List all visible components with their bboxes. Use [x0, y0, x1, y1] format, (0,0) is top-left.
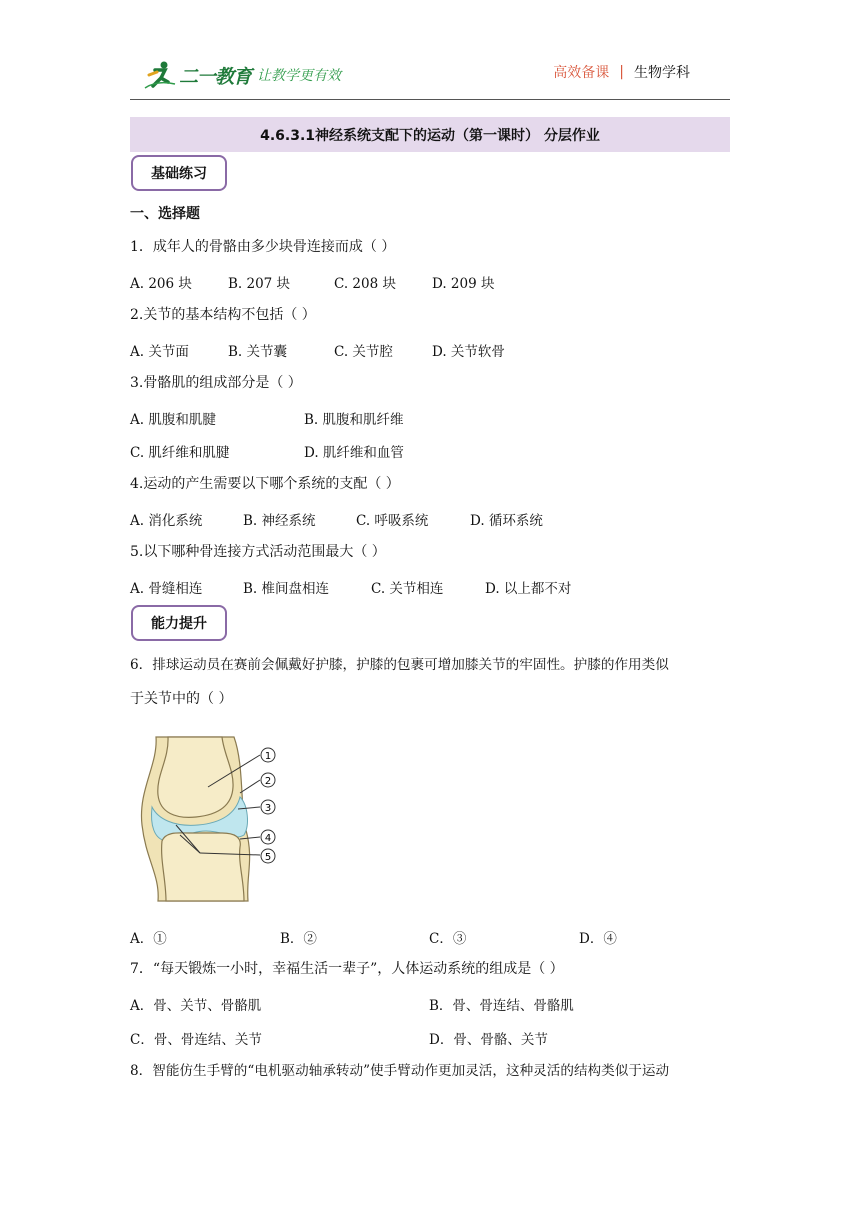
brand-logo [143, 58, 341, 92]
question-6-options [130, 927, 730, 945]
option: C. 关节腔 [334, 344, 393, 360]
label-3-icon [261, 800, 275, 814]
option: C．③ [429, 931, 467, 947]
option: C. 呼吸系统 [356, 513, 429, 529]
option: D. 循环系统 [470, 513, 543, 529]
question-7-options-row1 [130, 994, 730, 1012]
label-2-icon [261, 773, 275, 787]
section-basic: 基础练习 [131, 155, 227, 191]
question-3-options-row1 [130, 408, 730, 426]
option: A. 骨缝相连 [130, 581, 203, 597]
option: B. 关节囊 [228, 344, 288, 360]
logo-slogan: 让教学更有效 [257, 68, 342, 84]
figure-label: 3 [264, 803, 272, 814]
header-rule [130, 99, 730, 100]
logo-text: 二一教育 [179, 65, 252, 88]
header-tag-prep: 高效备课 [553, 65, 610, 81]
part-heading: 一、选择题 [130, 206, 200, 222]
question-6-stem-line1: 6．排球运动员在赛前会佩戴好护膝，护膝的包裹可增加膝关节的牢固性。护膝的作用类似 [130, 657, 669, 673]
question-6-stem-line2: 于关节中的（ ） [130, 691, 233, 707]
header-separator: | [619, 64, 624, 80]
question-3-options-row2 [130, 441, 730, 459]
option: C. 肌纤维和肌腱 [130, 445, 230, 461]
option: D．④ [579, 931, 617, 947]
option: A. 消化系统 [130, 513, 203, 529]
question-4-stem: 4.运动的产生需要以下哪个系统的支配（ ） [130, 476, 400, 492]
question-3-stem: 3.骨骼肌的组成部分是（ ） [130, 375, 302, 391]
header-tag-subject: 生物学科 [634, 65, 690, 81]
option: C. 208 块 [334, 276, 396, 292]
option: D. 关节软骨 [432, 344, 505, 360]
knee-joint-diagram [136, 735, 286, 902]
figure-label: 2 [264, 776, 272, 787]
label-5-icon [261, 849, 275, 863]
figure-label: 4 [264, 833, 272, 844]
option: A. 关节面 [130, 344, 189, 360]
option: D．骨、骨骼、关节 [429, 1032, 548, 1048]
runner-logo-icon [143, 60, 177, 90]
option: B．骨、骨连结、骨骼肌 [429, 998, 574, 1014]
option: B. 椎间盘相连 [243, 581, 330, 597]
question-7-stem: 7．“每天锻炼一小时，幸福生活一辈子”，人体运动系统的组成是（ ） [130, 961, 564, 977]
question-1-stem: 1．成年人的骨骼由多少块骨连接而成（ ） [130, 239, 396, 255]
header-right [553, 62, 690, 82]
page-title: 4.6.3.1神经系统支配下的运动（第一课时） 分层作业 [130, 117, 730, 152]
question-5-stem: 5.以下哪种骨连接方式活动范围最大（ ） [130, 544, 386, 560]
question-2-stem: 2.关节的基本结构不包括（ ） [130, 307, 316, 323]
option: D. 以上都不对 [485, 581, 572, 597]
option: B. 神经系统 [243, 513, 316, 529]
option: A. 206 块 [130, 276, 192, 292]
question-8-stem: 8．智能仿生手臂的“电机驱动轴承转动”使手臂动作更加灵活，这种灵活的结构类似于运动 [130, 1063, 670, 1079]
section-advanced: 能力提升 [131, 605, 227, 641]
option: A．① [130, 931, 167, 947]
option: C．骨、骨连结、关节 [130, 1032, 262, 1048]
label-4-icon [261, 830, 275, 844]
question-5-options [130, 577, 730, 595]
question-4-options [130, 509, 730, 527]
option: D. 209 块 [432, 276, 495, 292]
option: D. 肌纤维和血管 [304, 445, 404, 461]
option: B. 207 块 [228, 276, 291, 292]
figure-label: 1 [264, 751, 272, 762]
option: B. 肌腹和肌纤维 [304, 412, 404, 428]
figure-label: 5 [264, 852, 272, 863]
option: A. 肌腹和肌腱 [130, 412, 216, 428]
option: A．骨、关节、骨骼肌 [130, 998, 262, 1014]
question-7-options-row2 [130, 1028, 730, 1046]
label-1-icon [261, 748, 275, 762]
option: B．② [280, 931, 317, 947]
question-2-options [130, 340, 730, 358]
option: C. 关节相连 [371, 581, 444, 597]
question-1-options [130, 272, 730, 290]
